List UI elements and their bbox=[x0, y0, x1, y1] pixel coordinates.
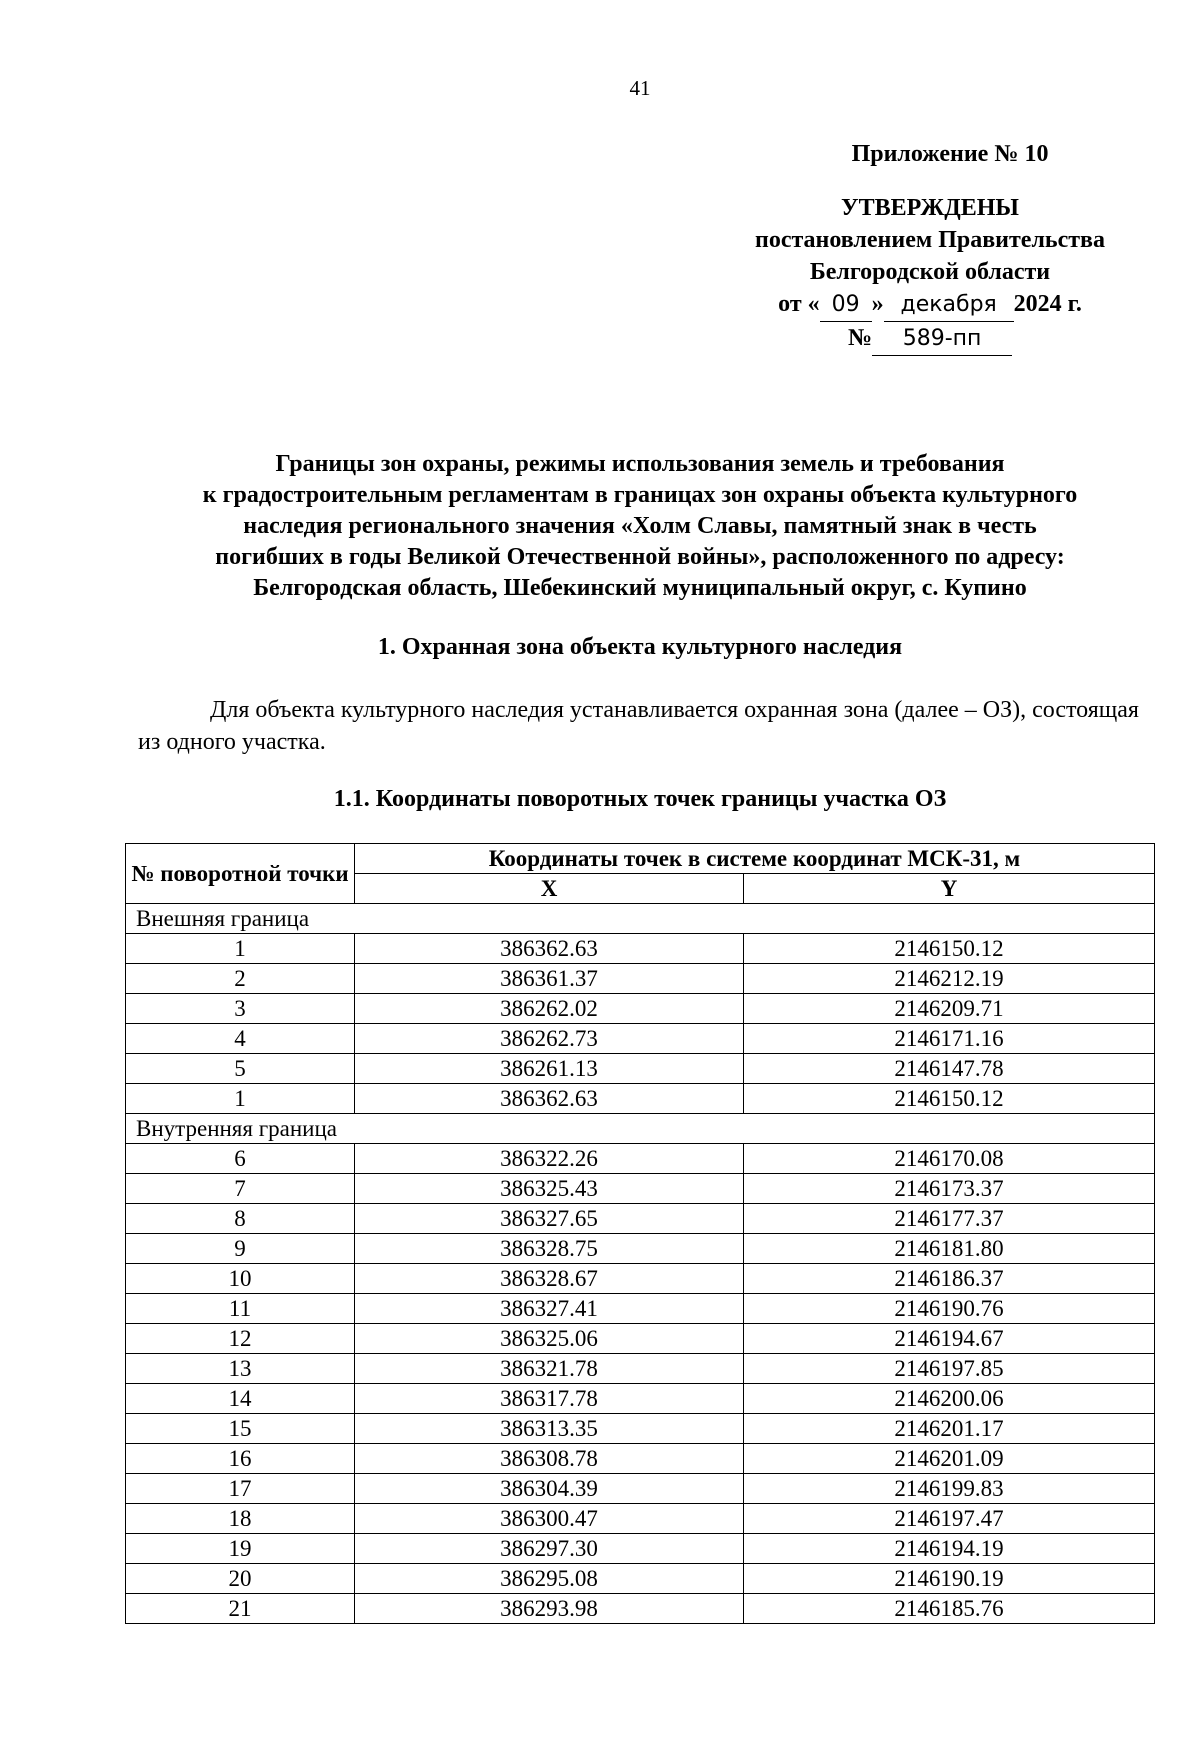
title-line: наследия регионального значения «Холм Славы, памятный знак в честь bbox=[243, 513, 1037, 539]
y-cell: 2146147.78 bbox=[744, 1054, 1155, 1084]
table-row bbox=[126, 1294, 1155, 1324]
x-cell: 386317.78 bbox=[355, 1384, 744, 1414]
point-cell: 17 bbox=[126, 1474, 355, 1504]
x-cell: 386325.06 bbox=[355, 1324, 744, 1354]
point-cell: 15 bbox=[126, 1414, 355, 1444]
page-number: 41 bbox=[629, 76, 651, 100]
table-row bbox=[126, 1174, 1155, 1204]
table-group-row bbox=[126, 1114, 1155, 1144]
x-cell: 386300.47 bbox=[355, 1504, 744, 1534]
table-row bbox=[126, 934, 1155, 964]
table-row bbox=[126, 1054, 1155, 1084]
document-title bbox=[120, 449, 1160, 604]
point-cell: 14 bbox=[126, 1384, 355, 1414]
title-line: к градостроительным регламентам в границах зон охраны объекта культурного bbox=[202, 482, 1078, 508]
group-label: Внутренняя граница bbox=[126, 1114, 1155, 1144]
table-row bbox=[126, 1534, 1155, 1564]
point-cell: 9 bbox=[126, 1234, 355, 1264]
table-row bbox=[126, 1084, 1155, 1114]
date-month: декабря bbox=[884, 289, 1014, 322]
table-row bbox=[126, 1564, 1155, 1594]
appendix-number: Приложение № 10 bbox=[851, 141, 1049, 167]
y-cell: 2146190.19 bbox=[744, 1564, 1155, 1594]
point-cell: 1 bbox=[126, 934, 355, 964]
title-line: Границы зон охраны, режимы использования земель и требования bbox=[275, 451, 1005, 477]
header-y: Y bbox=[744, 874, 1155, 904]
y-cell: 2146170.08 bbox=[744, 1144, 1155, 1174]
table-row bbox=[126, 1264, 1155, 1294]
table-row bbox=[126, 1444, 1155, 1474]
y-cell: 2146209.71 bbox=[744, 994, 1155, 1024]
approval-block bbox=[700, 138, 1160, 356]
point-cell: 1 bbox=[126, 1084, 355, 1114]
number-value: 589-пп bbox=[872, 323, 1012, 356]
point-cell: 10 bbox=[126, 1264, 355, 1294]
point-cell: 7 bbox=[126, 1174, 355, 1204]
point-cell: 6 bbox=[126, 1144, 355, 1174]
title-line: Белгородская область, Шебекинский муниципальный округ, с. Купино bbox=[253, 575, 1027, 601]
x-cell: 386313.35 bbox=[355, 1414, 744, 1444]
point-cell: 4 bbox=[126, 1024, 355, 1054]
section-title: 1. Охранная зона объекта культурного наследия bbox=[377, 634, 903, 660]
table-row bbox=[126, 1504, 1155, 1534]
point-cell: 16 bbox=[126, 1444, 355, 1474]
date-prefix: от « bbox=[778, 291, 820, 317]
point-cell: 5 bbox=[126, 1054, 355, 1084]
header-coords: Координаты точек в системе координат МСК-31, м bbox=[355, 844, 1155, 874]
x-cell: 386308.78 bbox=[355, 1444, 744, 1474]
x-cell: 386262.02 bbox=[355, 994, 744, 1024]
table-row bbox=[126, 1324, 1155, 1354]
x-cell: 386297.30 bbox=[355, 1534, 744, 1564]
x-cell: 386321.78 bbox=[355, 1354, 744, 1384]
table-row bbox=[126, 1024, 1155, 1054]
point-cell: 8 bbox=[126, 1204, 355, 1234]
approval-date bbox=[700, 288, 1160, 322]
point-cell: 20 bbox=[126, 1564, 355, 1594]
intro-paragraph bbox=[138, 694, 1160, 758]
table-row bbox=[126, 1384, 1155, 1414]
y-cell: 2146201.17 bbox=[744, 1414, 1155, 1444]
y-cell: 2146173.37 bbox=[744, 1174, 1155, 1204]
point-cell: 11 bbox=[126, 1294, 355, 1324]
approval-line-2: Белгородской области bbox=[809, 259, 1051, 285]
x-cell: 386362.63 bbox=[355, 934, 744, 964]
x-cell: 386293.98 bbox=[355, 1594, 744, 1624]
table-row bbox=[126, 1414, 1155, 1444]
x-cell: 386361.37 bbox=[355, 964, 744, 994]
y-cell: 2146181.80 bbox=[744, 1234, 1155, 1264]
table-row bbox=[126, 1234, 1155, 1264]
y-cell: 2146200.06 bbox=[744, 1384, 1155, 1414]
y-cell: 2146150.12 bbox=[744, 1084, 1155, 1114]
table-row bbox=[126, 1594, 1155, 1624]
table-row bbox=[126, 1144, 1155, 1174]
paragraph-text: Для объекта культурного наследия устанавливается охранная зона (далее – ОЗ), состоящая из одного участка. bbox=[138, 697, 1139, 755]
table-row bbox=[126, 1474, 1155, 1504]
subsection-title: 1.1. Координаты поворотных точек границы участка ОЗ bbox=[333, 786, 947, 812]
y-cell: 2146186.37 bbox=[744, 1264, 1155, 1294]
title-line: погибших в годы Великой Отечественной войны», расположенного по адресу: bbox=[215, 544, 1065, 570]
x-cell: 386328.75 bbox=[355, 1234, 744, 1264]
approval-line-1: постановлением Правительства bbox=[754, 227, 1105, 253]
x-cell: 386327.41 bbox=[355, 1294, 744, 1324]
table-row bbox=[126, 1354, 1155, 1384]
approval-number bbox=[700, 322, 1160, 356]
x-cell: 386261.13 bbox=[355, 1054, 744, 1084]
point-cell: 12 bbox=[126, 1324, 355, 1354]
point-cell: 21 bbox=[126, 1594, 355, 1624]
y-cell: 2146212.19 bbox=[744, 964, 1155, 994]
date-mid: » bbox=[871, 291, 884, 317]
y-cell: 2146190.76 bbox=[744, 1294, 1155, 1324]
x-cell: 386325.43 bbox=[355, 1174, 744, 1204]
x-cell: 386295.08 bbox=[355, 1564, 744, 1594]
x-cell: 386362.63 bbox=[355, 1084, 744, 1114]
group-label: Внешняя граница bbox=[126, 904, 1155, 934]
y-cell: 2146197.47 bbox=[744, 1504, 1155, 1534]
x-cell: 386322.26 bbox=[355, 1144, 744, 1174]
y-cell: 2146150.12 bbox=[744, 934, 1155, 964]
table-row bbox=[126, 994, 1155, 1024]
point-cell: 2 bbox=[126, 964, 355, 994]
y-cell: 2146171.16 bbox=[744, 1024, 1155, 1054]
y-cell: 2146197.85 bbox=[744, 1354, 1155, 1384]
y-cell: 2146185.76 bbox=[744, 1594, 1155, 1624]
y-cell: 2146194.19 bbox=[744, 1534, 1155, 1564]
y-cell: 2146199.83 bbox=[744, 1474, 1155, 1504]
y-cell: 2146177.37 bbox=[744, 1204, 1155, 1234]
x-cell: 386304.39 bbox=[355, 1474, 744, 1504]
point-cell: 3 bbox=[126, 994, 355, 1024]
point-cell: 13 bbox=[126, 1354, 355, 1384]
y-cell: 2146194.67 bbox=[744, 1324, 1155, 1354]
approved-heading: УТВЕРЖДЕНЫ bbox=[841, 195, 1019, 221]
number-prefix: № bbox=[847, 325, 873, 351]
coordinates-table bbox=[125, 843, 1155, 1624]
point-cell: 19 bbox=[126, 1534, 355, 1564]
x-cell: 386328.67 bbox=[355, 1264, 744, 1294]
y-cell: 2146201.09 bbox=[744, 1444, 1155, 1474]
table-row bbox=[126, 964, 1155, 994]
table-group-row bbox=[126, 904, 1155, 934]
table-body bbox=[126, 904, 1155, 1624]
point-cell: 18 bbox=[126, 1504, 355, 1534]
date-year: 2024 г. bbox=[1013, 291, 1082, 317]
x-cell: 386327.65 bbox=[355, 1204, 744, 1234]
table-row bbox=[126, 1204, 1155, 1234]
x-cell: 386262.73 bbox=[355, 1024, 744, 1054]
date-day: 09 bbox=[820, 289, 872, 322]
header-x: X bbox=[355, 874, 744, 904]
header-point: № поворотной точки bbox=[126, 844, 355, 904]
